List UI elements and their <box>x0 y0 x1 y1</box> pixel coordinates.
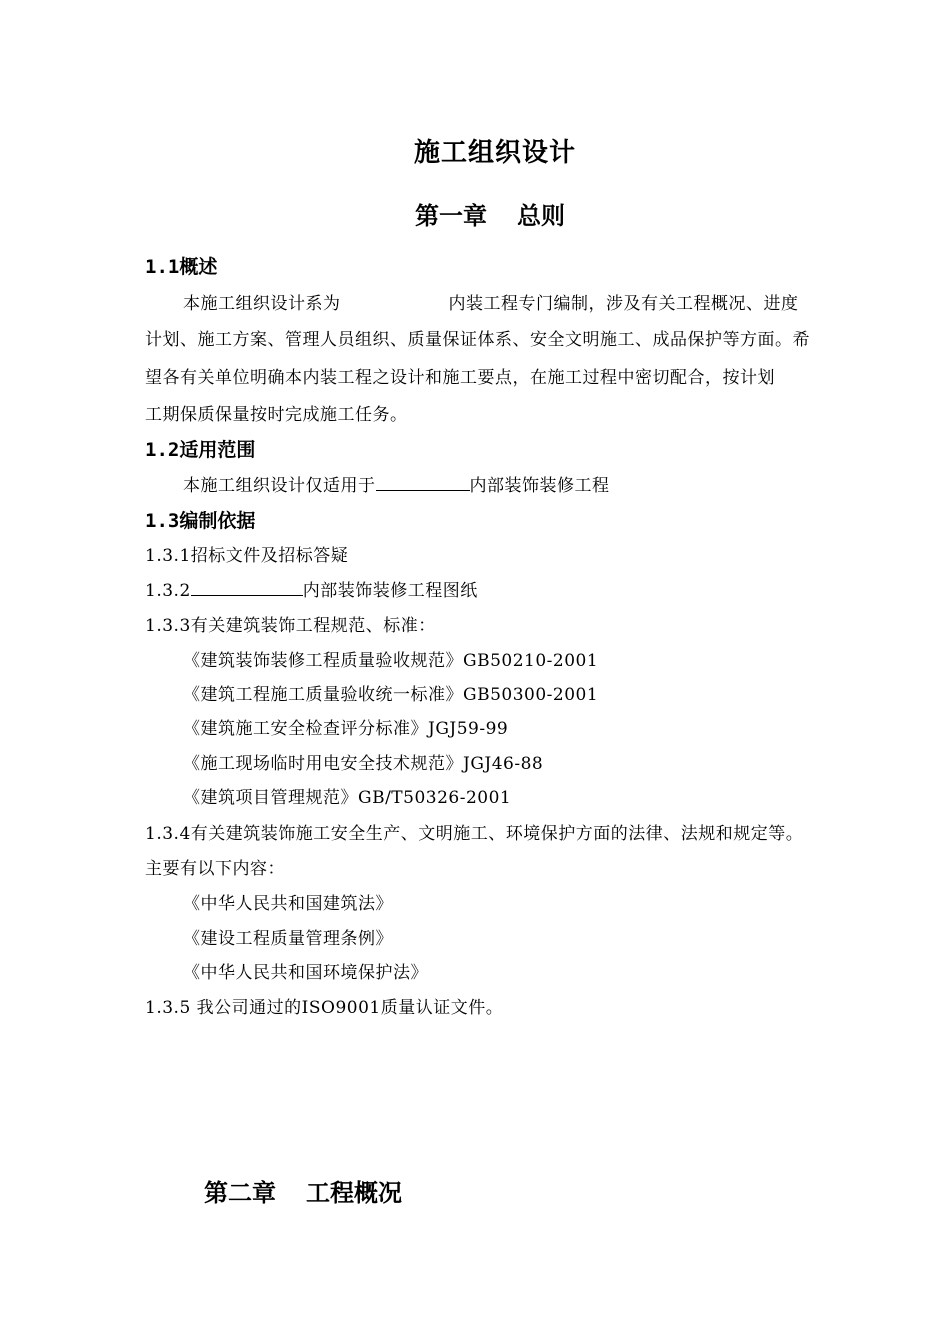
chapter-1-name: 总则 <box>517 202 565 230</box>
drawings-project-blank <box>191 579 303 596</box>
standard-item: 《建筑项目管理规范》GB/T50326-2001 <box>183 788 512 808</box>
scope-line-end: 内部装饰装修工程 <box>469 476 610 496</box>
standard-item: 《建筑工程施工质量验收统一标准》GB50300-2001 <box>183 685 599 705</box>
standard-item: 《建筑施工安全检查评分标准》JGJ59-99 <box>183 719 509 739</box>
para-line-1-end: 内装工程专门编制，涉及有关工程概况、进度 <box>448 294 799 314</box>
section-1-3-heading: 1.3编制依据 <box>145 510 256 532</box>
para-line-1-start: 本施工组织设计系为 <box>183 294 341 314</box>
section-1-2-heading: 1.2适用范围 <box>145 439 256 461</box>
section-1-1-para-line-1 <box>183 289 799 314</box>
section-1-1-para-line-3: 望各有关单位明确本内装工程之设计和施工要点，在施工过程中密切配合，按计划 <box>145 368 775 388</box>
chapter-2-name: 工程概况 <box>306 1179 402 1207</box>
law-item: 《建设工程质量管理条例》 <box>183 929 393 949</box>
scope-project-blank <box>376 474 470 491</box>
chapter-2-heading <box>204 1173 402 1208</box>
basis-item-4-line-1: 1.3.4有关建筑装饰施工安全生产、文明施工、环境保护方面的法律、法规和规定等。 <box>145 824 804 844</box>
law-item: 《中华人民共和国环境保护法》 <box>183 963 428 983</box>
chapter-2-label: 第二章 <box>204 1179 276 1207</box>
chapter-1-label: 第一章 <box>415 202 487 230</box>
document-title: 施工组织设计 <box>413 138 576 168</box>
standard-item: 《施工现场临时用电安全技术规范》JGJ46-88 <box>183 754 544 774</box>
law-item: 《中华人民共和国建筑法》 <box>183 894 393 914</box>
basis-item-2-text: 内部装饰装修工程图纸 <box>302 581 478 601</box>
standard-item: 《建筑装饰装修工程质量验收规范》GB50210-2001 <box>183 651 599 671</box>
section-1-2-line <box>183 471 610 496</box>
section-1-1-para-line-4: 工期保质保量按时完成施工任务。 <box>145 405 408 425</box>
basis-item-3: 1.3.3有关建筑装饰工程规范、标准： <box>145 616 436 636</box>
scope-line-start: 本施工组织设计仅适用于 <box>183 476 376 496</box>
basis-item-5: 1.3.5 我公司通过的ISO9001质量认证文件。 <box>145 998 504 1018</box>
basis-item-4-line-2: 主要有以下内容： <box>145 859 285 879</box>
section-1-1-heading: 1.1概述 <box>145 256 218 278</box>
basis-item-2-number: 1.3.2 <box>145 581 191 601</box>
chapter-1-heading <box>0 196 950 231</box>
basis-item-2 <box>145 576 478 601</box>
section-1-1-para-line-2: 计划、施工方案、管理人员组织、质量保证体系、安全文明施工、成品保护等方面。希 <box>145 330 810 350</box>
basis-item-1: 1.3.1招标文件及招标答疑 <box>145 546 349 566</box>
